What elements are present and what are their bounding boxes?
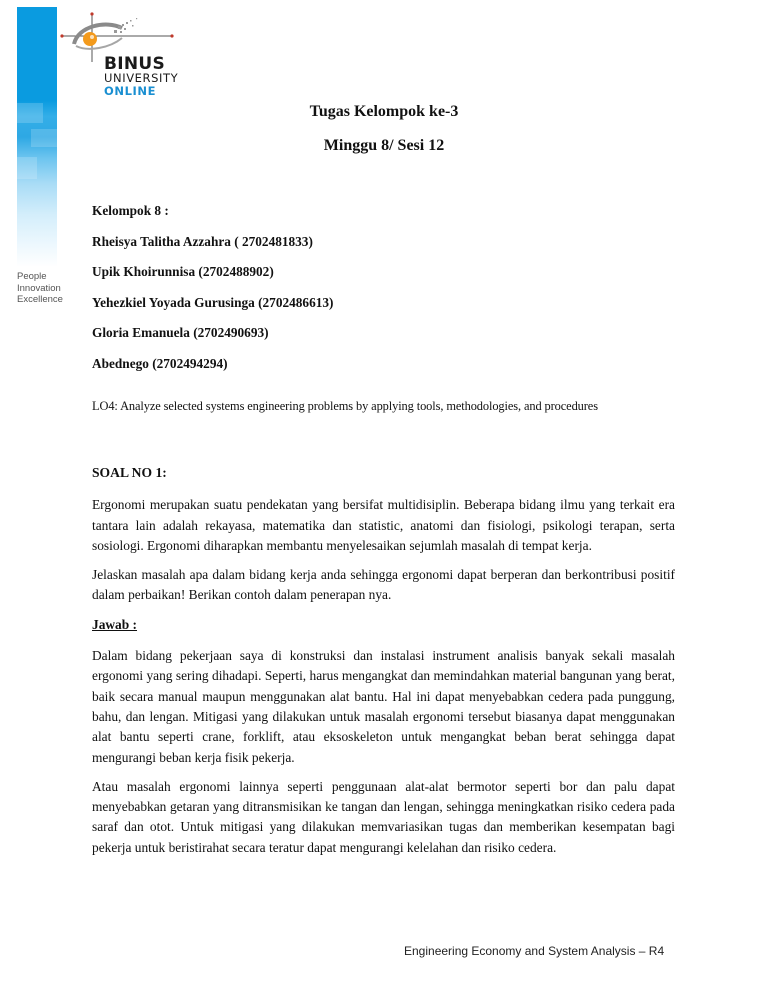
tagline-excellence: Excellence xyxy=(17,294,63,305)
member-item: Rheisya Talitha Azzahra ( 2702481833) xyxy=(92,233,313,249)
member-item: Upik Khoirunnisa (2702488902) xyxy=(92,264,274,279)
group-members xyxy=(92,203,333,386)
document-title: Tugas Kelompok ke-3 xyxy=(309,103,459,120)
document-body xyxy=(92,463,675,867)
logo-university-text: UNIVERSITY xyxy=(104,71,179,85)
strip-tile xyxy=(17,157,37,179)
tagline-innovation: Innovation xyxy=(17,282,61,294)
member-item: Gloria Emanuela (2702490693) xyxy=(92,325,269,340)
tagline-people: People xyxy=(17,271,47,282)
strip-tile xyxy=(31,129,57,147)
logo-binus-text: BINUS xyxy=(104,54,166,74)
university-tagline xyxy=(17,271,63,306)
logo-wordmark xyxy=(104,56,178,98)
learning-outcome: LO4: Analyze selected systems engineering problems by applying tools, methodologies, and procedures xyxy=(92,399,598,413)
logo-online-text: ONLINE xyxy=(104,84,157,98)
answer-heading: Jawab : xyxy=(92,616,138,632)
question-heading: SOAL NO 1: xyxy=(92,465,167,480)
decorative-blue-strip xyxy=(17,7,57,267)
member-item: Abednego (2702494294) xyxy=(92,355,228,371)
strip-tile xyxy=(17,103,43,123)
page-footer: Engineering Economy and System Analysis – R4 xyxy=(404,944,665,958)
document-subtitle: Minggu 8/ Sesi 12 xyxy=(323,137,445,154)
group-label: Kelompok 8 : xyxy=(92,203,169,218)
answer-paragraph: Atau masalah ergonomi lainnya seperti penggunaan alat-alat bermotor seperti bor dan palu dapat menyebabkan getaran yang ditransmisikan ke tangan dan lengan, sehingga meningkatkan risiko cedera pada saraf dan otot. Untuk mitigasi yang dilakukan memvariasikan tugas dan memberikan kesempatan bagi pekerja untuk beristirahat secara teratur dapat mengurangi kelelahan dan risiko cedera. xyxy=(92,778,675,855)
question-paragraph: Ergonomi merupakan suatu pendekatan yang bersifat multidisiplin. Beberapa bidang ilmu yang terkait era tantara lain adalah rekayasa, matematika dan statistic, anatomi dan fisiologi, psikologi terapan, serta sosiologi. Ergonomi diharapkan membantu menyelesaikan sejumlah masalah di tempat kerja. xyxy=(92,497,675,553)
answer-paragraph: Dalam bidang pekerjaan saya di konstruksi dan instalasi instrument analisis banyak sekali masalah ergonomi yang sering dihadapi. Seperti, harus mengangkat dan memindahkan material bangunan yang berat, baik secara manual maupun menggunakan alat bantu. Hal ini dapat menyebabkan cedera pada punggung, bahu, dan lengan. Mitigasi yang dilakukan untuk masalah ergonomi tersebut biasanya dapat menggunakan alat bantu seperti crane, forklift, atau eksoskeleton untuk mengangkat beban berat sehingga dapat mengurangi beban kerja fisik pekerja. xyxy=(92,648,675,765)
member-item: Yehezkiel Yoyada Gurusinga (2702486613) xyxy=(92,294,334,310)
question-paragraph: Jelaskan masalah apa dalam bidang kerja anda sehingga ergonomi dapat berperan dan berkontribusi positif dalam perbaikan! Berikan contoh dalam penerapan nya. xyxy=(92,567,675,603)
